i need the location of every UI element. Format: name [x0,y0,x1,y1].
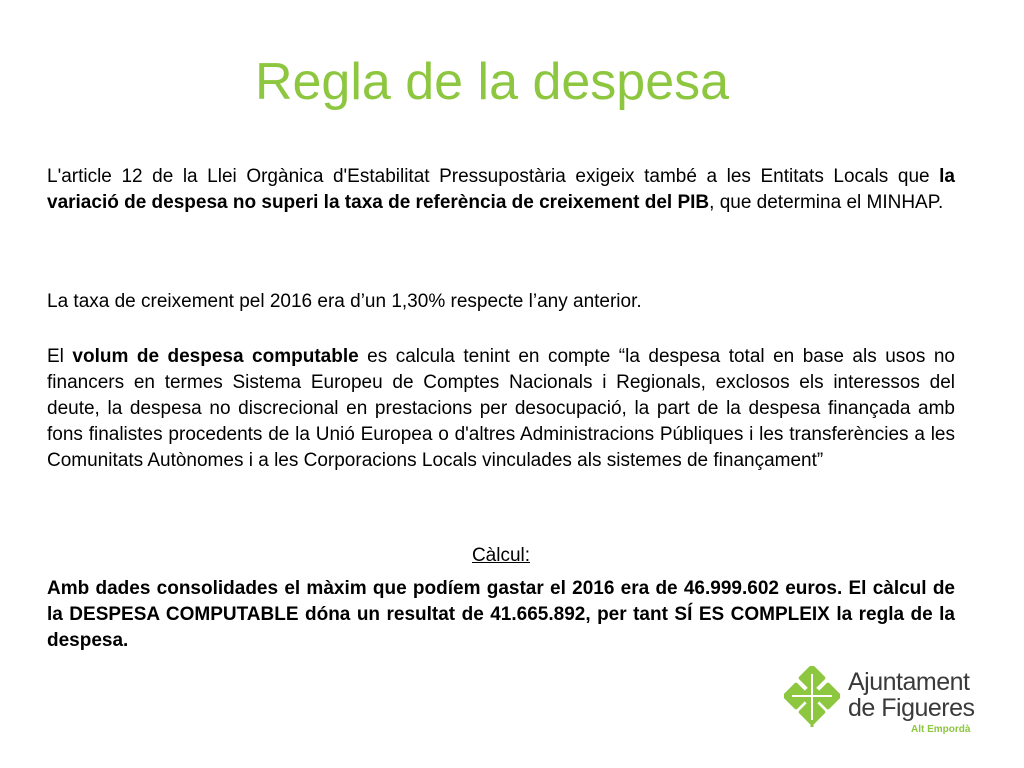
calculation-text: Amb dades consolidades el màxim que podíem gastar el 2016 era de 46.999.602 euros. El càlcul de la DESPESA COMPUTABLE dóna un resultat de 41.665.892, per tant SÍ ES COMPLEIX la regla de la despesa. [47,578,955,651]
fig-leaf-icon [784,666,840,728]
logo-text-line2: de Figueres [848,694,975,722]
ajuntament-logo [784,664,984,740]
paragraph-bold-text: volum de despesa computable [72,346,359,367]
calculation-heading: Càlcul: [471,545,531,566]
paragraph-text: L'article 12 de la Llei Orgànica d'Estabilitat Pressupostària exigeix també a les Entitats Locals que [47,166,940,187]
logo-subtitle: Alt Empordà [911,724,971,735]
paragraph-text: El [47,346,73,367]
paragraph-bold-text: la variació de despesa no superi la taxa de referència de creixement del PIB [47,166,955,213]
logo-text-line1: Ajuntament [848,668,970,696]
paragraph-text: , que determina el MINHAP. [709,192,944,213]
paragraph-computable-spending [47,344,955,474]
page-title: Regla de la despesa [254,53,730,111]
paragraph-growth-rate: La taxa de creixement pel 2016 era d’un 1,30% respecte l’any anterior. [47,291,642,312]
paragraph-article-12 [47,164,955,216]
paragraph-text: es calcula tenint en compte “la despesa total en base als usos no financers en termes Sistema Europeu de Comptes Nacionals i Regionals, exclosos els interessos del deute, la despesa no discrecional en prestacions per desocupació, la part de la despesa finançada amb fons finalistes procedents de la Unió Europea o d'altres Administracions Públiques i les transferències a les Comunitats Autònomes i a les Corporacions Locals vinculades als sistemes de finançament” [47,346,955,471]
